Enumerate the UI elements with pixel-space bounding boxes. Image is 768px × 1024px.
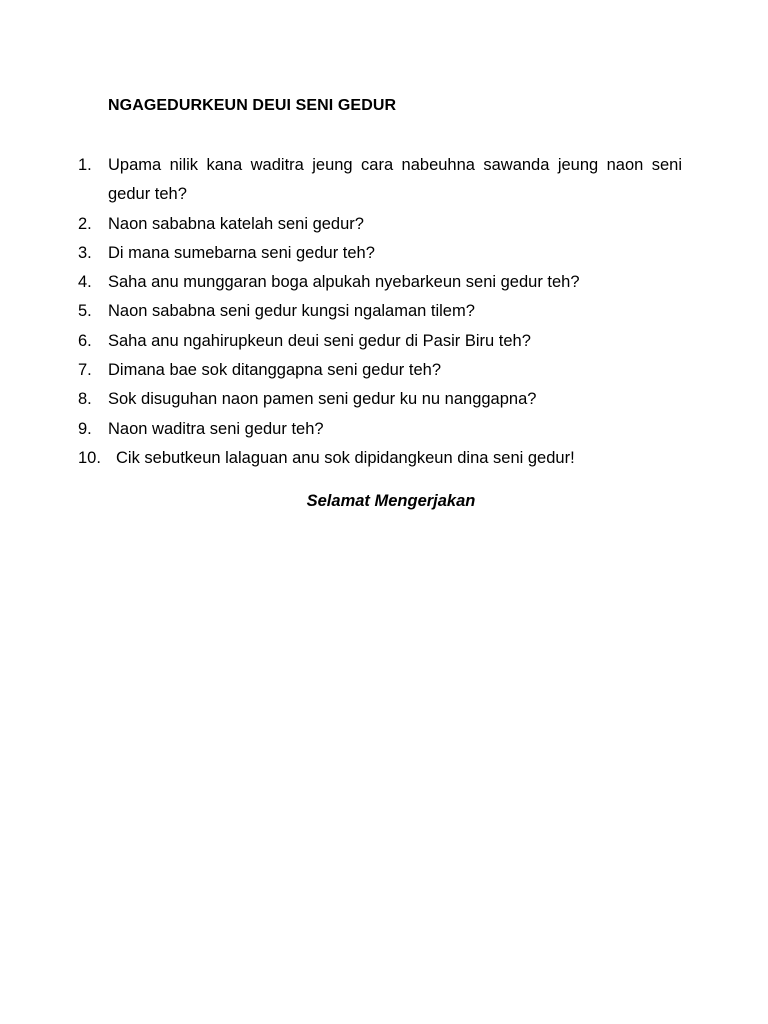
question-number: 10. [78, 448, 101, 467]
question-number: 1. [78, 156, 92, 174]
question-number: 3. [78, 243, 92, 262]
question-text: Naon sababna katelah seni gedur? [108, 214, 364, 233]
question-text: Saha anu ngahirupkeun deui seni gedur di Pasir Biru teh? [108, 331, 531, 350]
question-text: Naon waditra seni gedur teh? [108, 419, 324, 438]
question-number: 2. [78, 214, 92, 233]
question-number: 9. [78, 419, 92, 438]
document-title: NGAGEDURKEUN DEUI SENI GEDUR [108, 97, 397, 114]
question-text: Di mana sumebarna seni gedur teh? [108, 243, 375, 262]
question-item [78, 385, 682, 414]
question-list [78, 151, 682, 473]
question-text: Cik sebutkeun lalaguan anu sok dipidangkeun dina seni gedur! [116, 448, 575, 467]
question-number: 4. [78, 273, 92, 292]
question-item [78, 239, 682, 268]
question-item [78, 444, 682, 473]
question-item [78, 356, 682, 385]
question-item [78, 151, 682, 210]
question-item [78, 415, 682, 444]
question-text: Saha anu munggaran boga alpukah nyebarkeun seni gedur teh? [108, 273, 580, 292]
question-item [78, 268, 682, 297]
question-number: 8. [78, 390, 92, 409]
question-text: Naon sababna seni gedur kungsi ngalaman tilem? [108, 302, 475, 321]
question-number: 5. [78, 302, 92, 321]
question-item [78, 327, 682, 356]
question-text: Upama nilik kana waditra jeung cara nabeuhna sawanda jeung naon seni gedur teh? [108, 156, 682, 204]
question-number: 7. [78, 361, 92, 380]
question-item [78, 297, 682, 326]
question-item [78, 210, 682, 239]
question-text: Dimana bae sok ditanggapna seni gedur teh? [108, 361, 441, 380]
closing-message: Selamat Mengerjakan [306, 492, 476, 510]
question-text: Sok disuguhan naon pamen seni gedur ku nu nanggapna? [108, 390, 537, 409]
question-number: 6. [78, 331, 92, 350]
